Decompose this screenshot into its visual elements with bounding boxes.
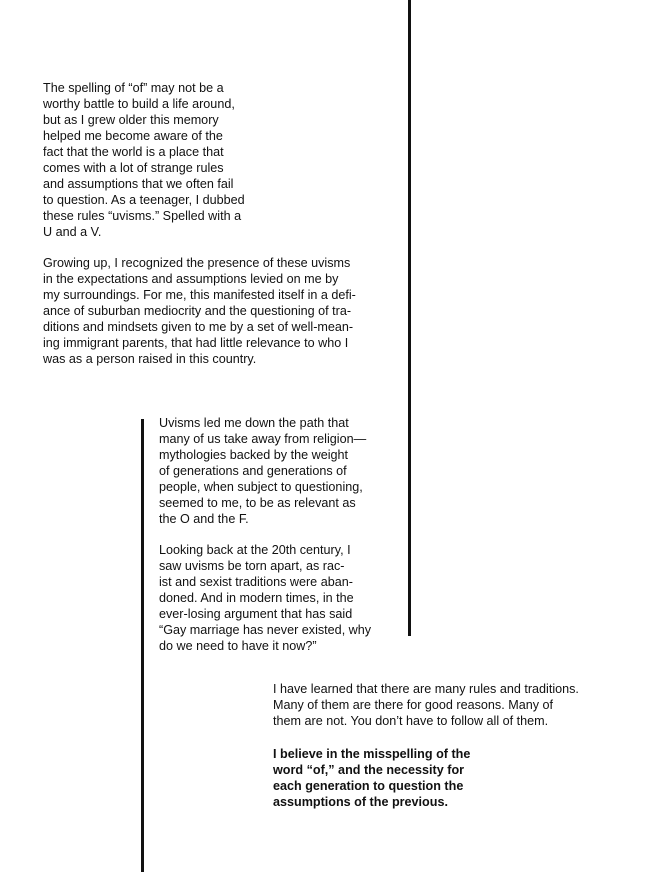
paragraph-text: Growing up, I recognized the presence of these uvisms in the expectations and assumptions levied on me by my surroundings. For me, this manifested itself in a defi- ance of suburban mediocrity and the questioning of tra- ditions and mindsets given to me by a set of well-mean- ing immigrant parents, that had little relevance to who I was as a person raised in this country. [43,256,356,367]
paragraph-growing-up [43,255,393,367]
paragraph-20th-century [159,542,399,654]
paragraph-belief-statement [273,746,513,810]
vertical-rule-left [141,419,144,872]
paragraph-text: I have learned that there are many rules and traditions. Many of them are there for good reasons. Many of them are not. You don’t have to follow all of them. [273,682,579,729]
paragraph-text: Uvisms led me down the path that many of us take away from religion— mythologies backed by the weight of generations and generations of people, when subject to questioning, seemed to me, to be as relevant as the O and the F. [159,416,367,527]
paragraph-text: The spelling of “of” may not be a worthy battle to build a life around, but as I grew older this memory helped me become aware of the fact that the world is a place that comes with a lot of strange rules and assumptions that we often fail to question. As a teenager, I dubbed these rules “uvisms.” Spelled with a U and a V. [43,81,245,240]
paragraph-text: Looking back at the 20th century, I saw uvisms be torn apart, as rac- ist and sexist traditions were aban- doned. And in modern times, in the ever-losing argument that has said “Gay marriage has never existed, why do we need to have it now?” [159,543,372,654]
paragraph-spelling-of [43,80,273,240]
paragraph-religion [159,415,399,527]
paragraph-text: I believe in the misspelling of the word “of,” and the necessity for each generation to question the assumptions of the previous. [273,747,471,810]
paragraph-rules-traditions [273,681,613,729]
vertical-rule-right [408,0,411,636]
